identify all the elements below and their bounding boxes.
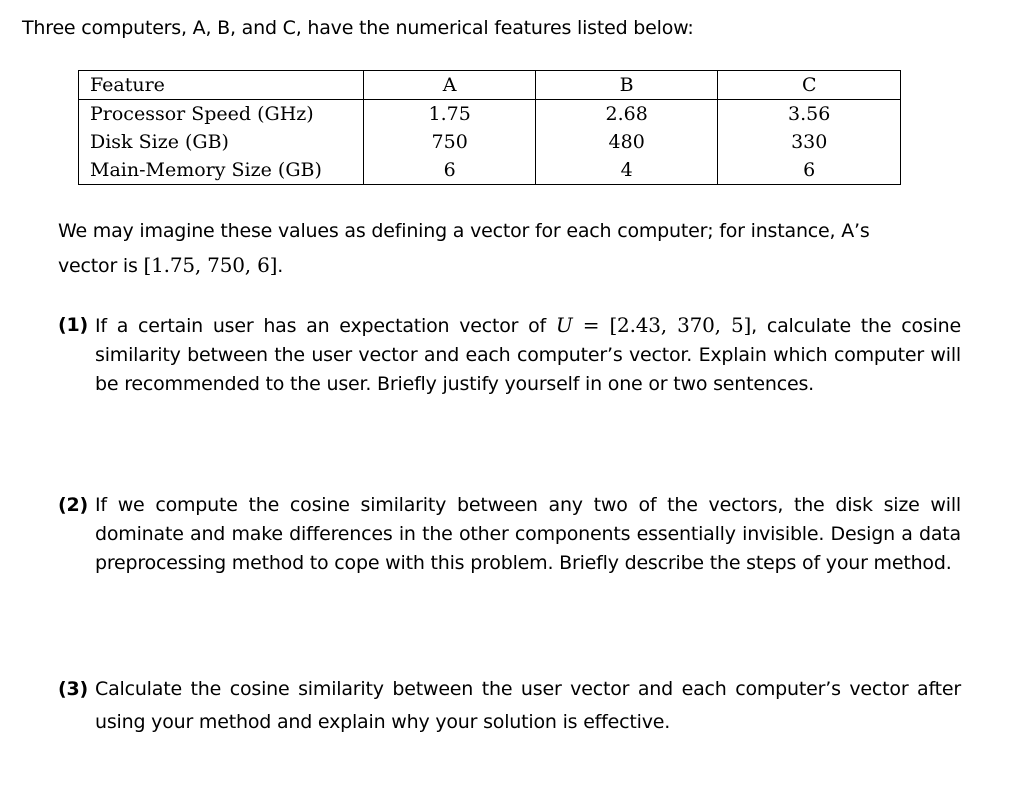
vector-a-math: [1.75, 750, 6] xyxy=(143,253,278,277)
row-value-c: 330 xyxy=(718,128,901,156)
intro-text: Three computers, A, B, and C, have the numerical features listed below: xyxy=(22,17,694,39)
table-header-row xyxy=(79,71,901,100)
row-value-b: 4 xyxy=(535,156,718,185)
question-3 xyxy=(58,673,961,739)
row-feature: Disk Size (GB) xyxy=(79,128,364,156)
header-a: A xyxy=(364,71,535,100)
header-c: C xyxy=(718,71,901,100)
math-variable: U xyxy=(555,313,573,337)
header-feature: Feature xyxy=(79,71,364,100)
row-value-a: 750 xyxy=(364,128,535,156)
row-value-b: 2.68 xyxy=(535,100,718,129)
question-text: Calculate the cosine similarity between the user vector and each computer’s vector after using your method and explain why your solution is effective. xyxy=(95,678,961,733)
question-text-part: , calculate the cosine similarity between the user vector and each computer’s vector. Explain which computer will be recommended to the user. Briefly justify yourself in one or two sentences. xyxy=(95,315,962,395)
table-row xyxy=(79,128,901,156)
paragraph-text: We may imagine these values as defining a vector for each computer; for instance, A’s vector is xyxy=(58,220,870,277)
table-row xyxy=(79,156,901,185)
row-feature: Main-Memory Size (GB) xyxy=(79,156,364,185)
table-row xyxy=(79,100,901,129)
row-value-a: 6 xyxy=(364,156,535,185)
row-value-a: 1.75 xyxy=(364,100,535,129)
row-value-c: 3.56 xyxy=(718,100,901,129)
question-1 xyxy=(58,311,961,399)
user-vector-math xyxy=(556,313,751,337)
paragraph-period: . xyxy=(277,255,284,277)
question-text-part: If a certain user has an expectation vector of xyxy=(95,315,556,337)
question-2 xyxy=(58,491,961,578)
question-number: (3) xyxy=(58,678,88,700)
question-number: (2) xyxy=(58,494,88,516)
row-value-c: 6 xyxy=(718,156,901,185)
question-text: If we compute the cosine similarity between any two of the vectors, the disk size will dominate and make differences in the other components essentially invisible. Design a data preprocessing method to cope with this problem. Briefly describe the steps of your method. xyxy=(95,494,961,574)
header-b: B xyxy=(535,71,718,100)
math-equation: = [2.43, 370, 5] xyxy=(572,313,752,337)
question-text xyxy=(95,311,961,399)
row-value-b: 480 xyxy=(535,128,718,156)
vector-explanation xyxy=(58,214,928,283)
question-number: (1) xyxy=(58,314,88,336)
features-table xyxy=(78,70,901,185)
row-feature: Processor Speed (GHz) xyxy=(79,100,364,129)
